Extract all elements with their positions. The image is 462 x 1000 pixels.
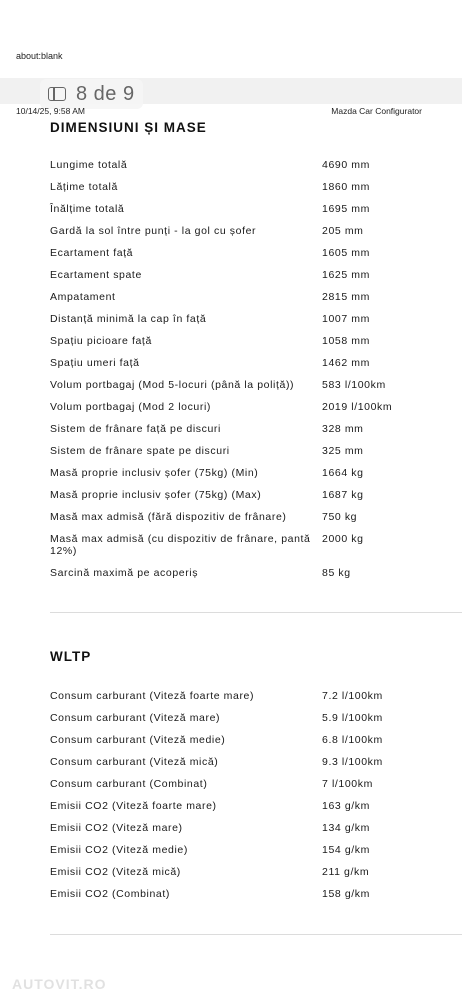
page-indicator-text: 8 de 9 [76,82,135,105]
row-label: Înălțime totală [50,203,125,215]
row-label: Consum carburant (Viteză foarte mare) [50,690,255,702]
row-label: Masă proprie inclusiv șofer (75kg) (Min) [50,467,259,479]
row-value: 750 kg [322,511,358,523]
sidebar-toggle-icon[interactable] [48,87,66,101]
row-label: Consum carburant (Combinat) [50,778,208,790]
row-label: Masă max admisă (fără dispozitiv de frânare) [50,511,287,523]
row-value: 328 mm [322,423,364,435]
table-row [50,467,450,479]
row-label: Consum carburant (Viteză medie) [50,734,226,746]
row-value: 1058 mm [322,335,370,347]
table-row [50,533,450,557]
row-value: 2019 l/100km [322,401,393,413]
row-label: Lățime totală [50,181,118,193]
table-row [50,269,450,281]
row-label: Emisii CO2 (Viteză medie) [50,844,188,856]
row-value: 7.2 l/100km [322,690,383,702]
row-label: Sarcină maximă pe acoperiș [50,567,199,579]
row-value: 325 mm [322,445,364,457]
row-label: Emisii CO2 (Viteză mică) [50,866,181,878]
table-row [50,247,450,259]
row-value: 1462 mm [322,357,370,369]
wltp-rows [50,690,450,900]
row-value: 1625 mm [322,269,370,281]
row-label: Spațiu umeri față [50,357,140,369]
dimensions-section [50,120,450,579]
row-label: Emisii CO2 (Viteză foarte mare) [50,800,217,812]
table-row [50,335,450,347]
page-indicator[interactable] [40,79,143,109]
table-row [50,423,450,435]
row-value: 5.9 l/100km [322,712,383,724]
row-label: Distanță minimă la cap în față [50,313,207,325]
table-row [50,313,450,325]
row-value: 6.8 l/100km [322,734,383,746]
row-label: Spațiu picioare față [50,335,152,347]
dimensions-title: DIMENSIUNI ȘI MASE [50,120,207,135]
table-row [50,800,450,812]
table-row [50,159,450,171]
row-label: Consum carburant (Viteză mică) [50,756,219,768]
section-divider [50,612,462,613]
row-value: 205 mm [322,225,364,237]
row-label: Sistem de frânare spate pe discuri [50,445,230,457]
wltp-title: WLTP [50,649,92,664]
row-value: 1007 mm [322,313,370,325]
row-label: Emisii CO2 (Combinat) [50,888,170,900]
row-value: 583 l/100km [322,379,386,391]
table-row [50,844,450,856]
row-value: 1664 kg [322,467,364,479]
row-value: 9.3 l/100km [322,756,383,768]
row-value: 134 g/km [322,822,370,834]
table-row [50,567,450,579]
print-header-date: 10/14/25, 9:58 AM [16,106,85,116]
table-row [50,734,450,746]
row-value: 7 l/100km [322,778,373,790]
row-label: Lungime totală [50,159,128,171]
row-label: Masă proprie inclusiv șofer (75kg) (Max) [50,489,262,501]
table-row [50,690,450,702]
table-row [50,511,450,523]
row-value: 85 kg [322,567,351,579]
row-value: 2000 kg [322,533,364,545]
row-value: 1695 mm [322,203,370,215]
row-label: Gardă la sol între punți - la gol cu șofer [50,225,257,237]
table-row [50,181,450,193]
row-value: 158 g/km [322,888,370,900]
row-label: Consum carburant (Viteză mare) [50,712,221,724]
row-value: 211 g/km [322,866,370,878]
table-row [50,888,450,900]
row-value: 1860 mm [322,181,370,193]
wltp-section [50,649,450,900]
row-label: Ampatament [50,291,116,303]
table-row [50,778,450,790]
table-row [50,822,450,834]
table-row [50,445,450,457]
table-row [50,291,450,303]
row-value: 4690 mm [322,159,370,171]
table-row [50,756,450,768]
row-label: Emisii CO2 (Viteză mare) [50,822,183,834]
section-divider [50,934,462,935]
row-label: Masă max admisă (cu dispozitiv de frânare, pantă 12%) [50,533,311,557]
table-row [50,225,450,237]
print-header-title: Mazda Car Configurator [331,106,422,116]
browser-top-area [0,0,462,78]
row-label: Sistem de frânare față pe discuri [50,423,221,435]
table-row [50,712,450,724]
watermark-logo: AUTOVIT.RO [12,976,107,992]
row-value: 154 g/km [322,844,370,856]
row-value: 1687 kg [322,489,364,501]
row-value: 1605 mm [322,247,370,259]
row-label: Ecartament spate [50,269,142,281]
table-row [50,203,450,215]
row-value: 163 g/km [322,800,370,812]
row-label: Volum portbagaj (Mod 5-locuri (până la poliță)) [50,379,295,391]
table-row [50,489,450,501]
dimensions-rows [50,159,450,579]
table-row [50,379,450,391]
row-value: 2815 mm [322,291,370,303]
row-label: Ecartament față [50,247,134,259]
row-label: Volum portbagaj (Mod 2 locuri) [50,401,211,413]
table-row [50,357,450,369]
table-row [50,401,450,413]
url-text: about:blank [16,51,63,61]
table-row [50,866,450,878]
